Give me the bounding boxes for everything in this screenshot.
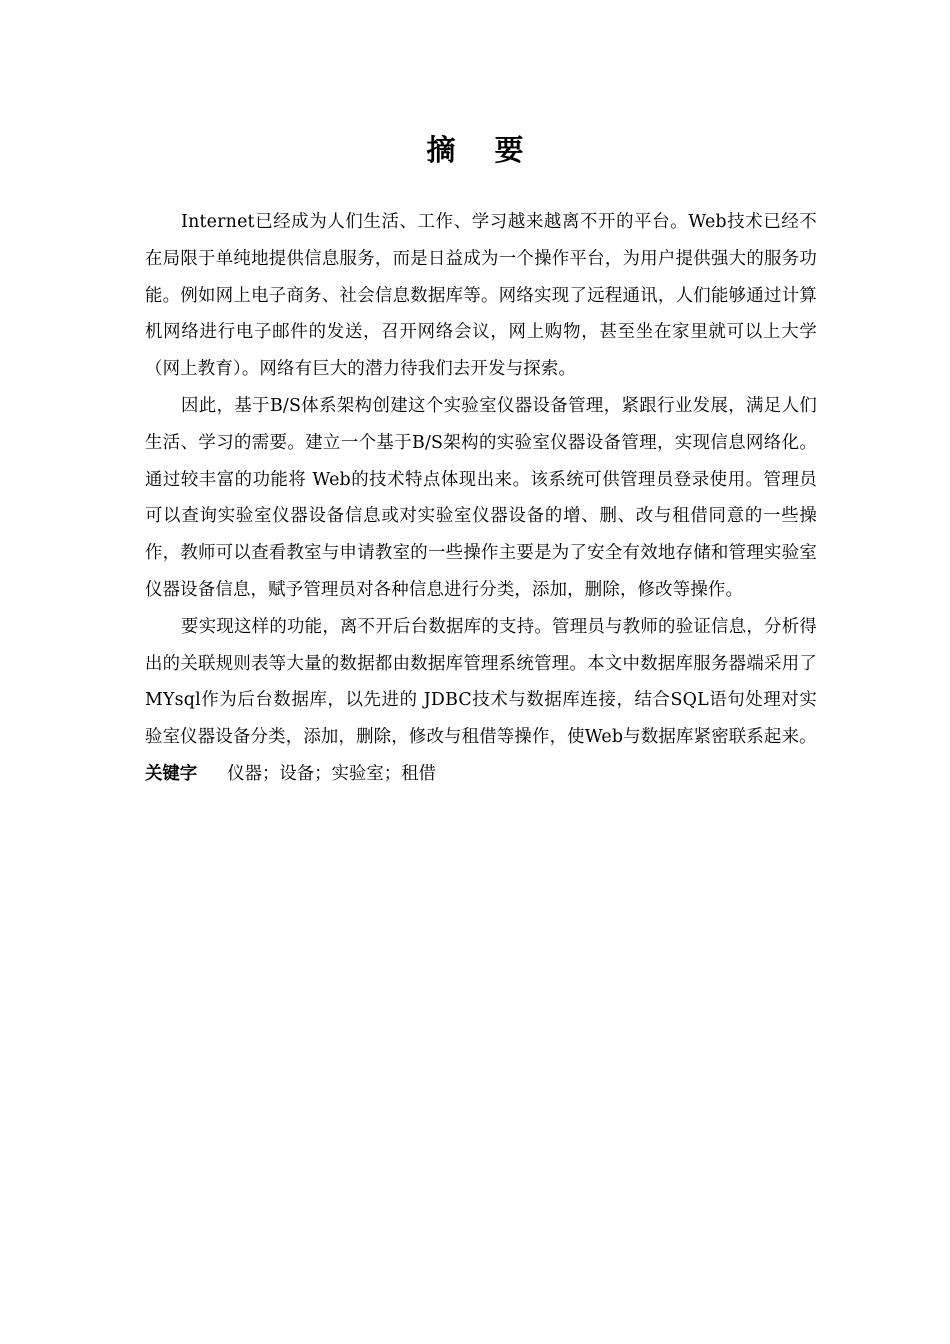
keywords-line	[145, 756, 817, 793]
abstract-paragraph-3: 要实现这样的功能，离不开后台数据库的支持。管理员与教师的验证信息，分析得出的关联规则表等大量的数据都由数据库管理系统管理。本文中数据库服务器端采用了MYsql作为后台数据库，以先进的 JDBC技术与数据库连接，结合SQL语句处理对实验室仪器设备分类，添加，删除，修改与租借等操作，使Web与数据库紧密联系起来。	[145, 616, 817, 748]
abstract-paragraph-1: Internet已经成为人们生活、工作、学习越来越离不开的平台。Web技术已经不在局限于单纯地提供信息服务，而是日益成为一个操作平台，为用户提供强大的服务功能。例如网上电子商务、社会信息数据库等。网络实现了远程通讯，人们能够通过计算机网络进行电子邮件的发送，召开网络会议，网上购物，甚至坐在家里就可以上大学（网上教育）。网络有巨大的潜力待我们去开发与探索。	[145, 212, 817, 380]
abstract-paragraph-2: 因此，基于B/S体系架构创建这个实验室仪器设备管理，紧跟行业发展，满足人们生活、学习的需要。建立一个基于B/S架构的实验室仪器设备管理，实现信息网络化。通过较丰富的功能将 Web的技术特点体现出来。该系统可供管理员登录使用。管理员可以查询实验室仪器设备信息或对实验室仪器设备的增、删、改与租借同意的一些操作，教师可以查看教室与申请教室的一些操作主要是为了安全有效地存储和管理实验室仪器设备信息，赋予管理员对各种信息进行分类，添加，删除，修改等操作。	[145, 395, 817, 600]
keywords-list: 仪器；设备；实验室；租借	[227, 763, 436, 784]
abstract-title: 摘 要	[426, 133, 539, 167]
keywords-label: 关键字	[145, 763, 198, 784]
abstract-body	[145, 204, 817, 793]
